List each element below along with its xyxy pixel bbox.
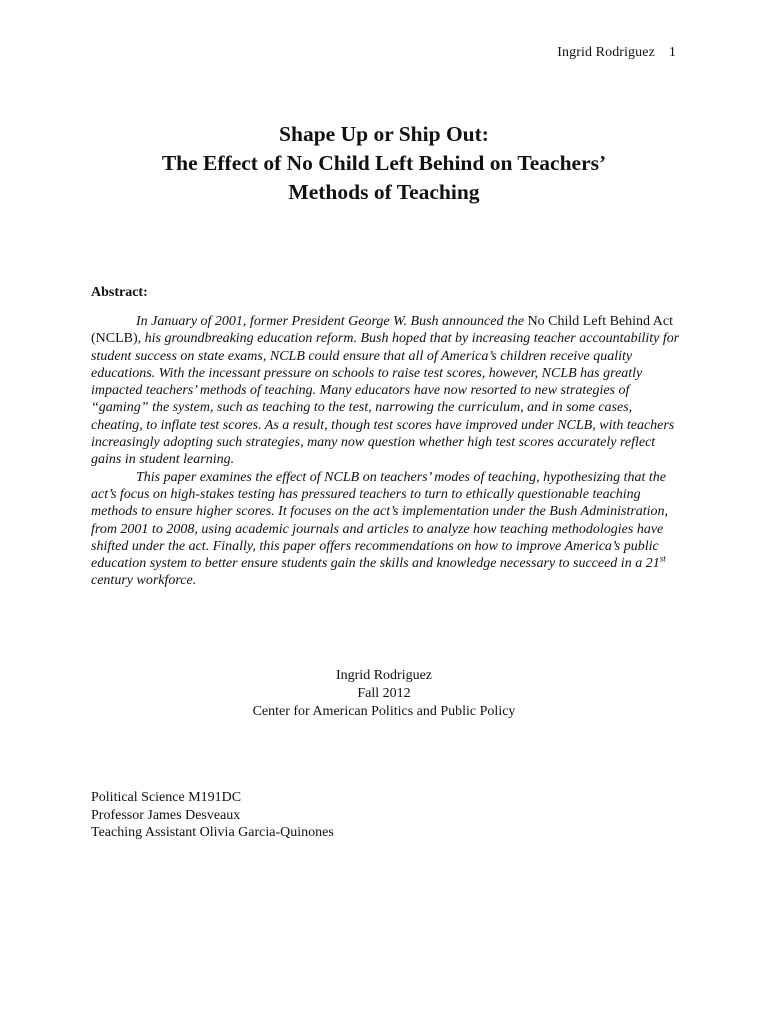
abstract-heading: Abstract: (91, 285, 148, 300)
paper-title (0, 120, 768, 207)
author-block (0, 667, 768, 721)
abstract-body (91, 313, 681, 590)
title-line-3: Methods of Teaching (288, 180, 480, 204)
abstract-p1-text-a: In January of 2001, former President George W. Bush announced the (136, 314, 528, 329)
course-info (91, 789, 334, 842)
teaching-assistant-name: Teaching Assistant Olivia Garcia-Quinones (91, 825, 334, 840)
term: Fall 2012 (357, 686, 411, 701)
abstract-p2-text-a: This paper examines the effect of NCLB on teachers’ modes of teaching, hypothesizing that the act’s focus on high-stakes testing has pressured teachers to turn to ethically questionable teaching methods to ensure higher scores. It focuses on the act’s implementation under the Bush Administration, from 2001 to 2008, using academic journals and articles to analyze how teaching methodologies have shifted under the act. Finally, this paper offers recommendations on how to improve America’s public education system to better ensure students gain the skills and knowledge necessary to succeed in a 21 (91, 469, 669, 572)
title-line-1: Shape Up or Ship Out: (279, 122, 489, 146)
header-author: Ingrid Rodriguez (557, 45, 655, 60)
professor-name: Professor James Desveaux (91, 807, 241, 823)
abstract-p2-text-b: century workforce. (91, 573, 197, 589)
act-name: No Child Left Behind Act (NCLB) (91, 314, 673, 347)
center-name: Center for American Politics and Public Policy (252, 704, 516, 719)
running-header (557, 45, 676, 61)
abstract-paragraph-2 (91, 469, 681, 590)
author-name: Ingrid Rodriguez (335, 668, 433, 683)
abstract-paragraph-1 (91, 313, 681, 469)
page-number: 1 (668, 45, 676, 60)
title-line-2: The Effect of No Child Left Behind on Teachers’ (161, 151, 607, 175)
abstract-p1-text-b: , his groundbreaking education reform. Bush hoped that by increasing teacher accountability for student success on state exams, NCLB could ensure that all of America’s children receive quality educations. With the incessant pressure on schools to raise test scores, however, NCLB has greatly impacted teachers’ methods of teaching. Many educators have now resorted to new strategies of “gaming” the system, such as teaching to the test, narrowing the curriculum, and in some cases, cheating, to inflate test scores. As a result, though test scores have improved under NCLB, with teachers increasingly adopting such strategies, many now question whether high test scores accurately reflect gains in student learning. (91, 331, 680, 468)
course-name: Political Science M191DC (91, 790, 242, 805)
ordinal-superscript: st (659, 553, 666, 564)
